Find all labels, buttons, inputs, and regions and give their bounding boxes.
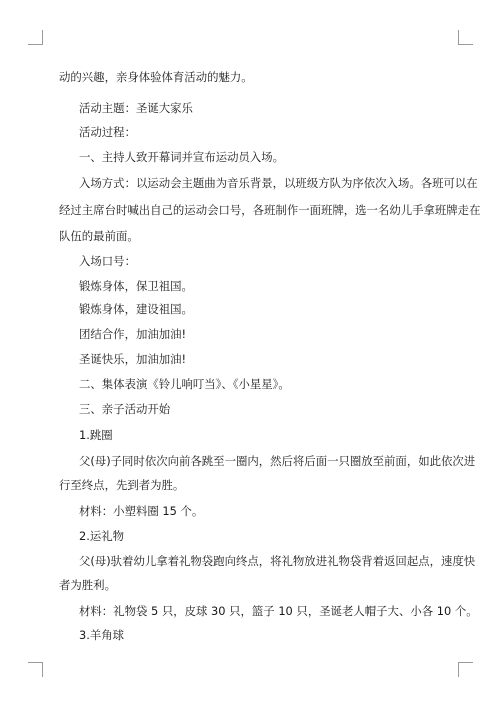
paragraph-line: 三、亲子活动开始 (79, 402, 171, 416)
paragraph-line: 父(母)驮着幼儿拿着礼物袋跑向终点，将礼物放进礼物袋背着返回起点，速度快 (79, 554, 476, 568)
paragraph-line: 材料：礼物袋 5 只，皮球 30 只，篮子 10 只，圣诞老人帽子大、小各 10 个。 (79, 604, 478, 618)
paragraph-line: 入场口号： (79, 254, 136, 268)
paragraph-line: 锻炼身体，建设祖国。 (79, 302, 193, 316)
paragraph-line: 圣诞快乐，加油加油! (79, 352, 187, 366)
paragraph-line: 二、集体表演《铃儿响叮当》、《小星星》。 (79, 377, 290, 391)
paragraph-line: 锻炼身体，保卫祖国。 (79, 279, 193, 293)
paragraph-line: 2.运礼物 (79, 529, 125, 543)
paragraph-line: 入场方式：以运动会主题曲为音乐背景，以班级方队为序依次入场。各班可以在 (79, 176, 478, 190)
paragraph-line: 者为胜利。 (59, 578, 116, 592)
paragraph-line: 3.羊角球 (79, 628, 125, 642)
paragraph-line: 活动过程： (79, 125, 136, 139)
paragraph-line: 1.跳圈 (79, 428, 113, 442)
paragraph-line: 团结合作，加油加油! (79, 327, 187, 341)
paragraph-line: 队伍的最前面。 (59, 229, 139, 243)
paragraph-line: 活动主题：圣诞大家乐 (79, 101, 193, 115)
paragraph-line: 动的兴趣，亲身体验体育活动的魅力。 (59, 70, 253, 84)
paragraph-line: 材料：小塑料圈 15 个。 (79, 504, 204, 518)
paragraph-line: 父(母)子同时依次向前各跳至一圈内，然后将后面一只圈放至前面，如此依次进 (79, 454, 476, 468)
paragraph-line: 经过主席台时喊出自己的运动会口号，各班制作一面班牌，选一名幼儿手拿班牌走在 (59, 203, 481, 217)
paragraph-line: 一、主持人致开幕词并宣布运动员入场。 (79, 150, 285, 164)
paragraph-line: 行至终点，先到者为胜。 (59, 478, 185, 492)
